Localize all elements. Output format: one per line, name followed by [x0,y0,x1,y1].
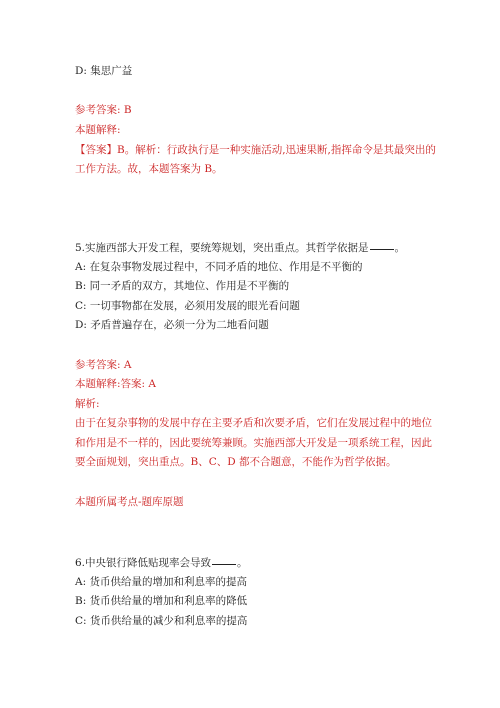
q6-stem [75,556,248,570]
q6-stem-text: 6.中央银行降低贴现率会导致 [75,557,212,569]
q5-analysis-label: 解析: [75,398,100,410]
q6-stem-end: 。 [237,557,248,569]
q5-analysis-line-2: 和作用是不一样的，因此要统筹兼顾。实施西部大开发是一项系统工程，因此 [75,437,432,449]
q4-option-d: D: 集思广益 [75,65,133,77]
q5-stem [75,241,405,255]
q6-option-a: A: 货币供给量的增加和利息率的提高 [75,576,247,588]
q6-option-b: B: 货币供给量的增加和利息率的降低 [75,595,248,607]
q5-blank [370,249,394,250]
q5-analysis-line-1: 由于在复杂事物的发展中存在主要矛盾和次要矛盾，它们在发展过程中的地位 [75,417,432,429]
q5-option-c: C: 一切事物都在发展，必须用发展的眼光看问题 [75,300,300,312]
q5-analysis-line-3: 要全面规划，突出重点。B、C、D 都不合题意，不能作为哲学依据。 [75,456,397,468]
q6-blank [212,564,236,565]
q5-topic-note: 本题所属考点-题库原题 [75,496,184,508]
q5-option-d: D: 矛盾普遍存在，必须一分为二地看问题 [75,319,269,331]
q5-explain-label: 本题解释:答案: A [75,378,156,390]
q4-explain-line-1: 【答案】B。解析：行政执行是一种实施活动,迅速果断,指挥命令是其最突出的 [75,144,436,156]
q4-explain-label: 本题解释: [75,124,121,136]
q5-option-b: B: 同一矛盾的双方，其地位、作用是不平衡的 [75,280,290,292]
q6-option-c: C: 货币供给量的减少和利息率的提高 [75,615,248,627]
q4-answer: 参考答案: B [75,104,132,116]
q5-stem-text: 5.实施西部大开发工程，要统筹规划，突出重点。其哲学依据是 [75,242,369,254]
q5-stem-end: 。 [394,242,406,254]
q4-explain-line-2: 工作方法。故，本题答案为 B。 [75,163,223,175]
q5-option-a: A: 在复杂事物发展过程中，不同矛盾的地位、作用是不平衡的 [75,261,363,273]
q5-answer: 参考答案: A [75,359,132,371]
